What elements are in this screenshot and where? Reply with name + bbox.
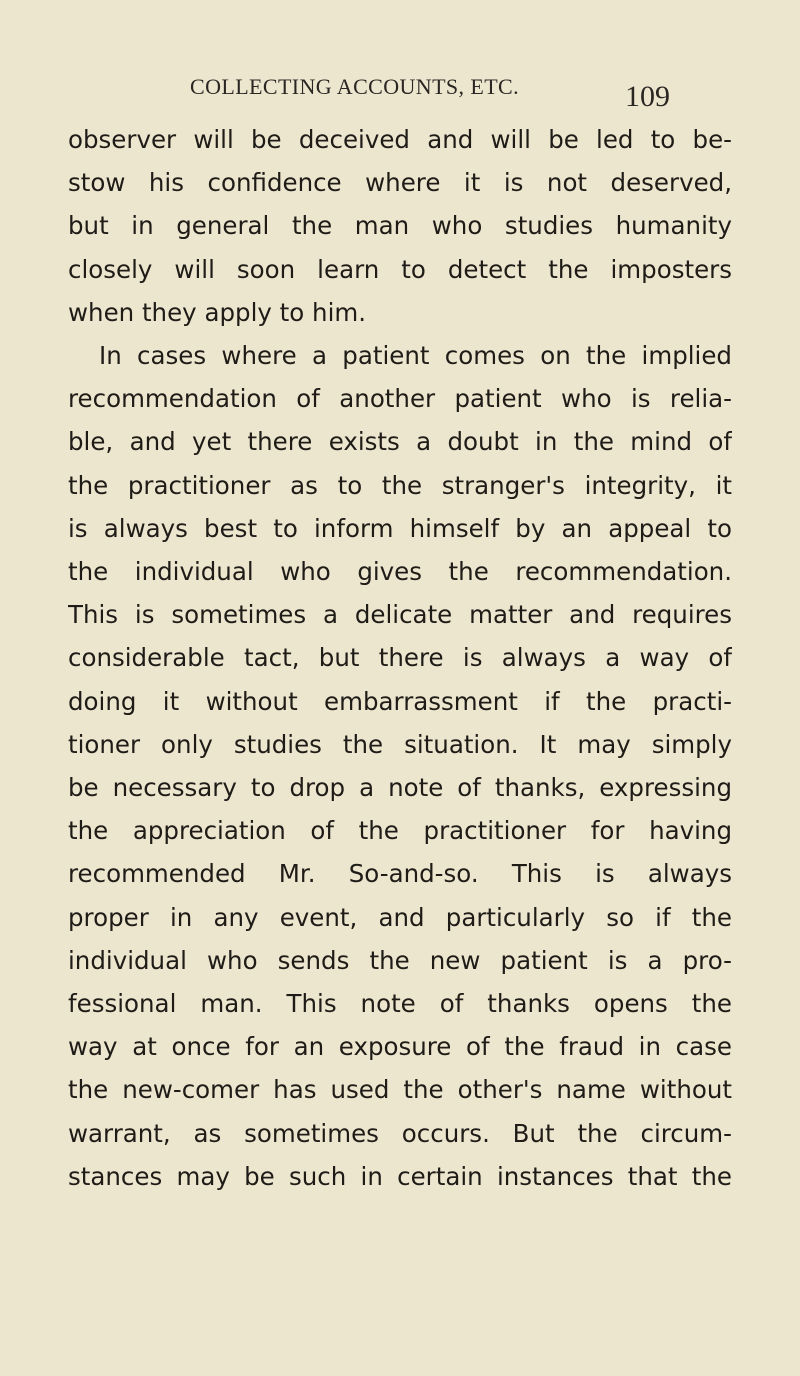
text-line: closely will soon learn to detect the imposters xyxy=(68,254,732,284)
text-line: the practitioner as to the stranger's integrity, it xyxy=(68,470,732,500)
text-line: but in general the man who studies humanity xyxy=(68,211,732,241)
text-line: is always best to inform himself by an appeal to xyxy=(68,513,732,543)
text-line: recommendation of another patient who is relia- xyxy=(68,384,732,414)
text-line: recommended Mr. So-and-so. This is always xyxy=(68,859,732,889)
running-head: COLLECTING ACCOUNTS, ETC. xyxy=(190,74,519,99)
text-line: individual who sends the new patient is a pro- xyxy=(68,945,732,975)
text-line: stances may be such in certain instances that the xyxy=(68,1161,732,1191)
text-line: be necessary to drop a note of thanks, expressing xyxy=(68,773,732,803)
text-line: proper in any event, and particularly so if the xyxy=(68,902,732,932)
text-line: way at once for an exposure of the fraud in case xyxy=(68,1032,732,1062)
text-line: This is sometimes a delicate matter and requires xyxy=(68,600,732,630)
text-line: stow his confidence where it is not deserved, xyxy=(68,168,732,198)
text-line: fessional man. This note of thanks opens the xyxy=(68,989,732,1019)
paragraph-first-line: In cases where a patient comes on the implied xyxy=(99,341,732,371)
text-line: doing it without embarrassment if the practi- xyxy=(68,686,732,716)
text-line: considerable tact, but there is always a way of xyxy=(68,643,732,673)
text-line: when they apply to him. xyxy=(68,297,367,327)
text-line: warrant, as sometimes occurs. But the circum- xyxy=(68,1118,732,1148)
text-line: the appreciation of the practitioner for having xyxy=(68,816,732,846)
body-text xyxy=(68,118,732,1198)
text-line: the new-comer has used the other's name without xyxy=(68,1075,732,1105)
text-line: tioner only studies the situation. It may simply xyxy=(68,729,732,759)
page-number: 109 xyxy=(625,80,670,113)
text-line: ble, and yet there exists a doubt in the mind of xyxy=(68,427,732,457)
text-line: the individual who gives the recommendation. xyxy=(68,557,732,587)
text-line: observer will be deceived and will be led to be- xyxy=(68,125,732,154)
